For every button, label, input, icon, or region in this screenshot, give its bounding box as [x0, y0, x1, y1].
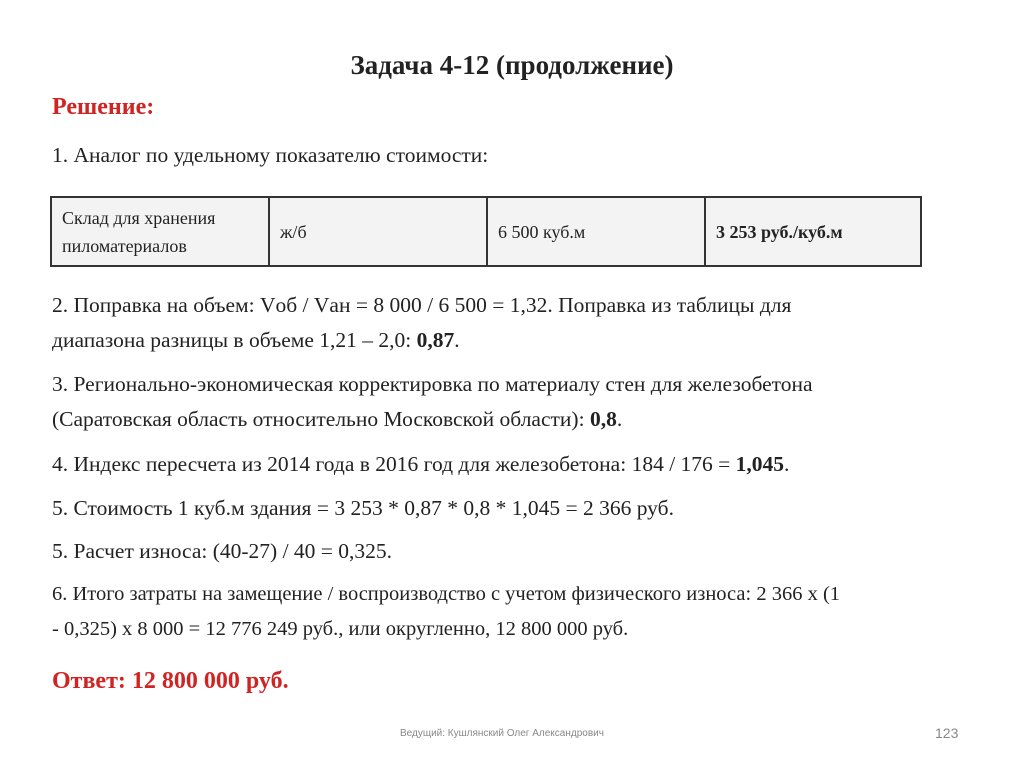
slide-title: Задача 4-12 (продолжение) — [350, 50, 674, 80]
step-4-value: 1,045 — [735, 452, 785, 476]
table-cell-object: Склад для хранения пиломатериалов — [51, 197, 269, 266]
step-6-line-1: 6. Итого затраты на замещение / воспроизводство с учетом физического износа: 2 366 х (1 — [52, 583, 841, 605]
step-5b: 5. Расчет износа: (40-27) / 40 = 0,325. — [52, 539, 393, 563]
step-2-text: диапазона разницы в объеме 1,21 – 2,0: — [52, 328, 417, 352]
table-cell-unit-cost: 3 253 руб./куб.м — [705, 197, 921, 266]
step-3-line-2 — [52, 407, 622, 432]
step-6-line-2: - 0,325) х 8 000 = 12 776 249 руб., или округленно, 12 800 000 руб. — [52, 618, 629, 640]
step-2-value: 0,87 — [416, 328, 455, 352]
step-5: 5. Стоимость 1 куб.м здания = 3 253 * 0,87 * 0,8 * 1,045 = 2 366 руб. — [52, 496, 674, 520]
step-3-end: . — [616, 407, 623, 431]
step-4-text: 4. Индекс пересчета из 2014 года в 2016 год для железобетона: 184 / 176 = — [52, 452, 736, 476]
step-2-end: . — [454, 328, 460, 352]
step-2-line-2 — [52, 328, 460, 353]
step-2-line-1: 2. Поправка на объем: Vоб / Vан = 8 000 / 6 500 = 1,32. Поправка из таблицы для — [52, 293, 792, 317]
answer: Ответ: 12 800 000 руб. — [52, 668, 289, 694]
step-3-text: (Саратовская область относительно Московской области): — [52, 407, 590, 431]
step-1: 1. Аналог по удельному показателю стоимости: — [52, 143, 489, 167]
table-cell-volume: 6 500 куб.м — [487, 197, 705, 266]
step-4 — [52, 452, 789, 477]
step-3-value: 0,8 — [589, 407, 617, 431]
footer-presenter: Ведущий: Кушлянский Олег Александрович — [400, 728, 604, 739]
table-row — [51, 197, 921, 266]
step-3-line-1: 3. Регионально-экономическая корректировка по материалу стен для железобетона — [52, 372, 813, 396]
page-number: 123 — [935, 725, 959, 741]
table-cell-material: ж/б — [269, 197, 487, 266]
solution-label: Решение: — [52, 94, 155, 120]
analog-table — [50, 196, 922, 267]
step-4-end: . — [784, 452, 790, 476]
